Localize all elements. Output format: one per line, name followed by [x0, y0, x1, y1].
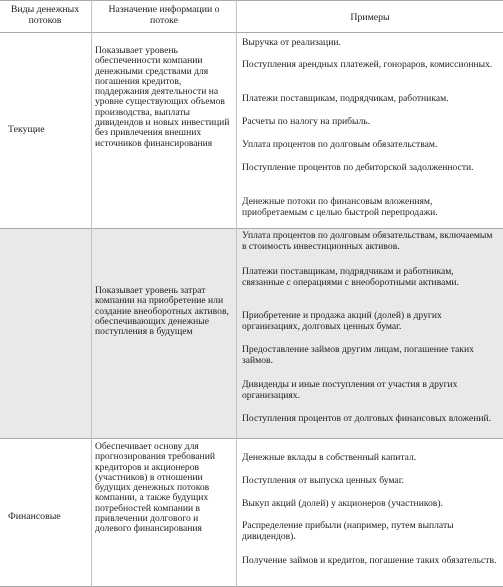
example-item: Уплата процентов по долговым обязательствам, включаемым в стоимость инвестиционных активов.: [242, 230, 493, 252]
example-item: Предоставление займов другим лицам, погашение таких займов.: [242, 344, 474, 366]
example-item: Поступления арендных платежей, гонораров, комиссионных.: [242, 59, 493, 70]
example-item: Поступления от выпуска ценных бумаг.: [242, 475, 404, 486]
investment-row-background: [0, 228, 503, 438]
example-item: Денежные вклады в собственный капитал.: [242, 452, 417, 463]
example-item: Платежи поставщикам, подрядчикам, работникам.: [242, 93, 449, 104]
row-divider: [0, 228, 503, 229]
example-item: Расчеты по налогу на прибыль.: [242, 116, 371, 127]
flow-purpose-text: Обеспечивает основу для прогнозирования требований кредиторов и акционеров (участников) в отношении будущих денежных потоков компании, а также будущих потребностей компании в привлечении долгового и долевого финансирования: [95, 441, 215, 535]
example-item: Поступления процентов от долговых финансовых вложений.: [242, 413, 492, 424]
example-item: Поступление процентов по дебиторской задолженности.: [242, 162, 474, 173]
column-divider: [236, 0, 237, 587]
table-top-border: [0, 0, 503, 1]
header-purpose: Назначение информации о потоке: [108, 4, 220, 26]
example-item: Уплата процентов по долговым обязательствам.: [242, 139, 438, 150]
flow-purpose-text: Показывает уровень обеспеченности компании денежными средствами для погашения кредитов, поддержания деятельности на уровне существующих объемов производства, выплаты дивидендов и новых инвестиций без привлечения внешних источников финансирования: [95, 45, 230, 149]
row-divider: [0, 438, 503, 439]
example-item: Выкуп акций (долей) у акционеров (участников).: [242, 498, 443, 509]
example-item: Приобретение и продажа акций (долей) в других организациях, долговых ценных бумаг.: [242, 310, 442, 332]
flow-type-label: Текущие: [8, 124, 45, 135]
column-divider: [91, 0, 92, 587]
example-item: Выручка от реализации.: [242, 37, 341, 48]
header-divider: [0, 32, 503, 33]
header-examples: Примеры: [350, 12, 390, 23]
flow-purpose-text: Показывает уровень затрат компании на приобретение или создание внеоборотных активов, обеспечивающих денежные поступления в будущем: [95, 285, 229, 338]
example-item: Распределение прибыли (например, путем выплаты дивидендов).: [242, 520, 454, 542]
example-item: Дивиденды и иные поступления от участия в других организациях.: [242, 379, 458, 401]
header-type: Виды денежных потоков: [10, 4, 80, 26]
example-item: Платежи поставщикам, подрядчикам и работникам, связанные с операциями с внеоборотными активами.: [242, 266, 459, 288]
example-item: Получение займов и кредитов, погашение таких обязательств.: [242, 555, 497, 566]
example-item: Денежные потоки по финансовым вложениям, приобретаемым с целью быстрой перепродажи.: [242, 196, 438, 218]
flow-type-label: Финансовые: [8, 511, 61, 522]
